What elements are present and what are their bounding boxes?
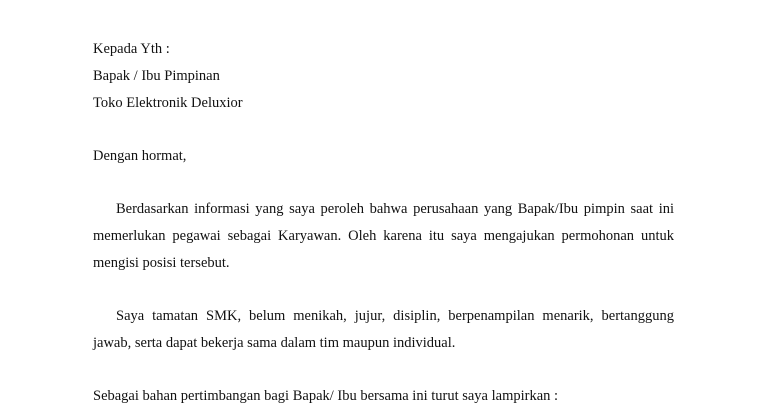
recipient-line-3: Toko Elektronik Deluxior: [93, 95, 243, 111]
paragraph-2: Saya tamatan SMK, belum menikah, jujur, disiplin, berpenampilan menarik, bertanggung jawab, serta dapat bekerja sama dalam tim maupun individual.: [93, 308, 674, 351]
recipient-line-2: Bapak / Ibu Pimpinan: [93, 68, 220, 84]
recipient-line-1: Kepada Yth :: [93, 41, 170, 57]
attachments-intro: Sebagai bahan pertimbangan bagi Bapak/ Ibu bersama ini turut saya lampirkan :: [93, 388, 559, 404]
paragraph-1: Berdasarkan informasi yang saya peroleh bahwa perusahaan yang Bapak/Ibu pimpin saat ini memerlukan pegawai sebagai Karyawan. Oleh karena itu saya mengajukan permohonan untuk mengisi posisi tersebut.: [93, 201, 674, 271]
salutation: Dengan hormat,: [93, 148, 187, 164]
